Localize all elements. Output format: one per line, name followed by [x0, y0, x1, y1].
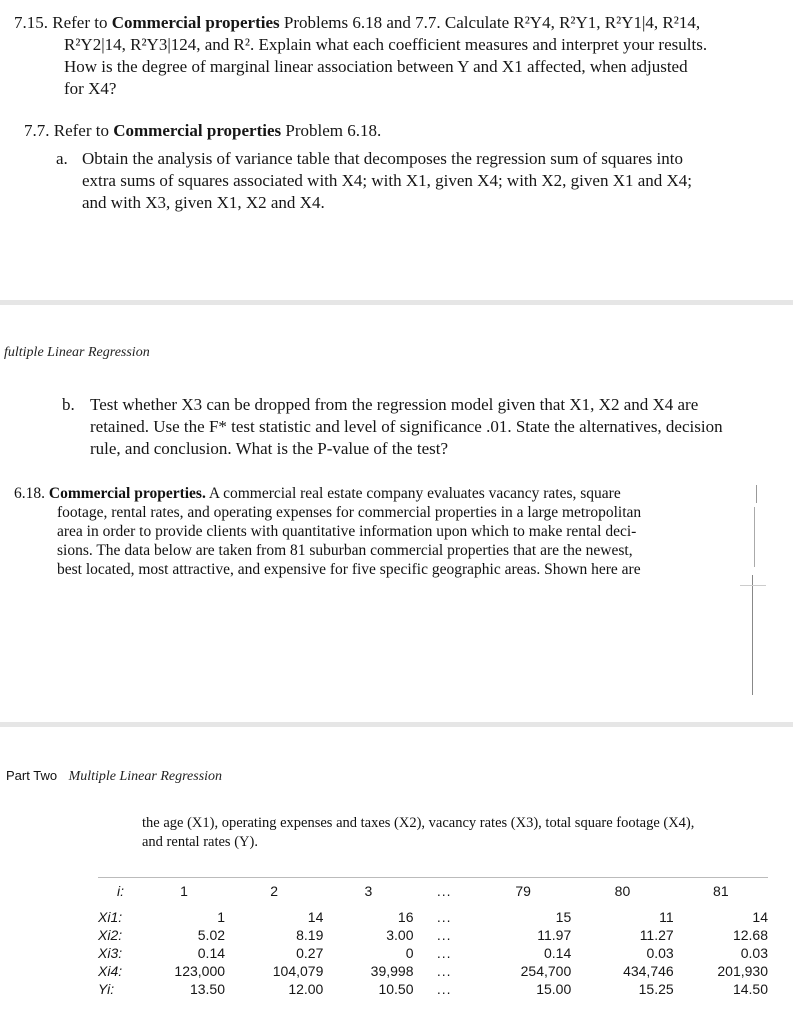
problem-7-7	[24, 120, 784, 214]
table-top-rule	[98, 877, 768, 878]
table-header-label: i:	[117, 883, 125, 899]
table-row	[98, 962, 768, 980]
table-header-cell: 79	[515, 883, 531, 899]
table-row-label: Xi3:	[98, 945, 123, 961]
part-a-label: a.	[56, 149, 68, 168]
part-title: Multiple Linear Regression	[68, 769, 223, 784]
part-b-line3: rule, and conclusion. What is the P-value of the test?	[90, 439, 449, 458]
part-a-line1: Obtain the analysis of variance table that decomposes the regression sum of squares into	[82, 149, 683, 168]
table-cell: 254,700	[520, 963, 572, 979]
table-cell: ...	[436, 909, 452, 925]
table-cell: 0.14	[197, 945, 226, 961]
table-cell: 13.50	[189, 981, 226, 997]
part-b-line1: Test whether X3 can be dropped from the regression model given that X1, X2 and X4 are	[90, 395, 699, 414]
table-cell: 10.50	[378, 981, 414, 997]
running-head-2	[6, 768, 222, 785]
table-cell: 0.03	[740, 945, 768, 961]
dataset-name: Commercial properties	[113, 121, 282, 140]
problem-text-line2: footage, rental rates, and operating expenses for commercial properties in a large metropolitan	[57, 504, 642, 521]
problem-text-line5: best located, most attractive, and expensive for five specific geographic areas. Shown here are	[57, 561, 641, 578]
table-header-cell: 1	[180, 883, 188, 899]
table-cell: 0.27	[296, 945, 324, 961]
problem-text-line4: for X4?	[64, 79, 117, 98]
margin-scan-marks	[738, 485, 768, 700]
table-header-cell: 81	[713, 883, 729, 899]
table-cell: 15.00	[536, 981, 572, 997]
problem-text-line3: How is the degree of marginal linear association between Y and X1 affected, when adjusted	[64, 57, 688, 76]
coefficient-symbols-2: R²Y2|14, R²Y3|124,	[64, 35, 201, 54]
table-cell: 123,000	[174, 963, 226, 979]
problem-text: Problem 6.18.	[285, 121, 382, 140]
problem-number: 7.15.	[14, 13, 48, 32]
table-cell: 8.19	[296, 927, 324, 943]
table-header-cell: 2	[270, 883, 279, 899]
part-b-line2: retained. Use the F* test statistic and level of significance .01. State the alternatives, decision	[90, 417, 723, 436]
table-header-cell: 80	[614, 883, 631, 899]
table-row-label: Xi2:	[98, 927, 123, 943]
table-cell: 16	[397, 909, 414, 925]
table-row-label: Xi1:	[98, 909, 123, 925]
part-a-line3: and with X3, given X1, X2 and X4.	[82, 193, 325, 212]
problem-text: Problems 6.18 and 7.7. Calculate	[283, 13, 510, 32]
table-cell: ...	[436, 963, 452, 979]
table-cell: 5.02	[197, 927, 226, 943]
problem-text-line3: area in order to provide clients with quantitative information upon which to make rental deci-	[57, 523, 637, 540]
table-cell: ...	[436, 927, 452, 943]
problem-title: Commercial properties.	[48, 485, 206, 502]
table-cell: 14	[752, 909, 768, 925]
table-cell: ...	[436, 945, 452, 961]
continuation-line2: and rental rates (Y).	[142, 834, 258, 850]
problem-text-line2: and R². Explain what each coefficient measures and interpret your results.	[204, 35, 708, 54]
table-cell: 0	[405, 945, 414, 961]
refer-to-text: Refer to	[52, 13, 108, 32]
dataset-name: Commercial properties	[111, 13, 280, 32]
table-cell: 14	[307, 909, 324, 925]
table-cell: 12.00	[288, 981, 324, 997]
table-header-cell: ...	[436, 883, 452, 899]
problem-text-line1: A commercial real estate company evaluates vacancy rates, square	[208, 485, 621, 502]
part-b-label: b.	[62, 395, 75, 414]
table-row	[98, 944, 768, 962]
continuation-line1: the age (X1), operating expenses and taxes (X2), vacancy rates (X3), total square footage (X4),	[142, 815, 695, 831]
table-cell: 15	[555, 909, 572, 925]
running-head: fultiple Linear Regression	[4, 345, 150, 360]
table-cell: 11	[659, 909, 674, 925]
part-a-line2: extra sums of squares associated with X4; with X1, given X4; with X2, given X1 and X4;	[82, 171, 693, 190]
page-divider	[0, 722, 793, 727]
table-row	[98, 980, 768, 998]
table-cell: ...	[436, 981, 452, 997]
table-cell: 15.25	[638, 981, 674, 997]
table-cell: 12.68	[732, 927, 768, 943]
problem-number: 6.18.	[14, 485, 45, 502]
table-cell: 0.14	[544, 945, 572, 961]
table-row-label: Yi:	[98, 981, 115, 997]
table-cell: 11.97	[537, 927, 572, 943]
part-b	[62, 394, 787, 460]
coefficient-symbols: R²Y4, R²Y1, R²Y1|4, R²14,	[513, 13, 701, 32]
table-cell: 3.00	[386, 927, 414, 943]
table-cell: 104,079	[272, 963, 324, 979]
problem-7-15	[14, 12, 784, 100]
table-row-label: Xi4:	[98, 963, 123, 979]
table-cell: 14.50	[732, 981, 768, 997]
problem-number: 7.7.	[24, 121, 50, 140]
table-cell: 0.03	[646, 945, 674, 961]
problem-6-18	[14, 484, 704, 579]
table-row	[98, 926, 768, 944]
table-cell: 39,998	[370, 963, 414, 979]
part-label: Part Two	[6, 768, 58, 783]
page-divider	[0, 300, 793, 305]
problem-text-line4: sions. The data below are taken from 81 suburban commercial properties that are the newest,	[57, 542, 633, 559]
table-row	[98, 908, 768, 926]
table-cell: 201,930	[717, 963, 768, 979]
table-header-cell: 3	[364, 883, 373, 899]
continuation-text	[142, 814, 782, 852]
data-table	[98, 882, 768, 998]
table-header-row	[98, 882, 768, 908]
table-cell: 11.27	[639, 927, 674, 943]
refer-to-text: Refer to	[53, 121, 109, 140]
table-cell: 434,746	[623, 963, 674, 979]
table-cell: 1	[217, 909, 226, 925]
